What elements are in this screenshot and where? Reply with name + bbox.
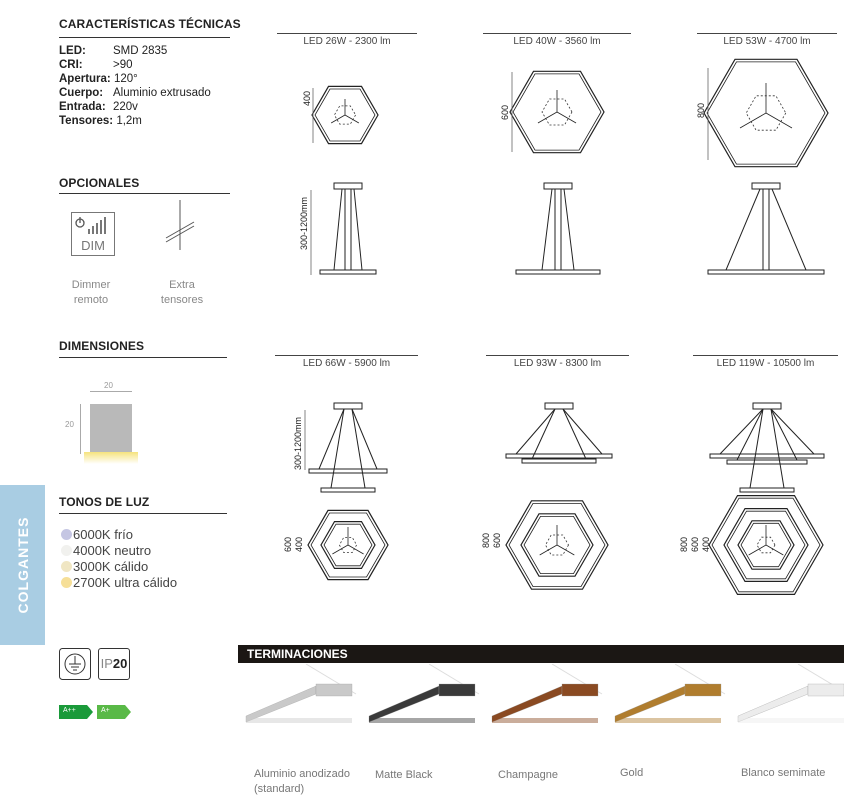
finish-label-line: Aluminio anodizado [254, 768, 351, 780]
spec-value: 120° [113, 73, 138, 85]
tone-label: 4000K neutro [73, 543, 152, 558]
model-66w-height: 300-1200mm [293, 416, 303, 470]
ground-symbol-icon [59, 648, 91, 680]
suspension-cable [557, 545, 574, 555]
spec-key: Entrada: [59, 101, 106, 113]
dim-icon-text: DIM [81, 238, 105, 253]
spec-value: 1,2m [116, 115, 142, 127]
tones-title: TONOS DE LUZ [59, 495, 150, 509]
suspension-cable [345, 115, 359, 123]
suspension-cable [749, 545, 766, 555]
spec-key: Cuerpo: [59, 87, 104, 99]
canopy [545, 403, 573, 409]
finish-label-black: Matte Black [375, 769, 433, 781]
model-119w-size-mid: 600 [690, 536, 700, 552]
finish-profile-diagonal [369, 686, 439, 722]
terminations-header [238, 645, 844, 663]
light-ring-profile [710, 454, 824, 458]
spec-value: SMD 2835 [113, 45, 168, 57]
category-side-tab-label: COLGANTES [14, 516, 31, 614]
canopy [334, 403, 362, 409]
finish-label-aluminio [254, 767, 350, 797]
model-93w-size-inner: 600 [492, 532, 502, 548]
model-66w-size-outer: 600 [283, 536, 293, 552]
spec-value: 220v [113, 101, 138, 113]
suspension-cable [740, 113, 766, 128]
finish-label-blanco: Blanco semimate [741, 767, 826, 779]
light-ring-profile [740, 488, 794, 492]
finish-samples [238, 664, 844, 764]
profile-width-label: 20 [104, 381, 113, 390]
dimensions-title: DIMENSIONES [59, 339, 145, 353]
finish-profile-shadow [738, 718, 844, 723]
suspension-cable [516, 409, 555, 454]
optional-label-line: tensores [160, 294, 204, 306]
suspension-cable [538, 112, 557, 123]
ip-prefix: IP [100, 656, 113, 671]
finish-profile-horizontal [808, 684, 844, 696]
model-119w-size-inner: 400 [701, 536, 711, 552]
model-label-40w: LED 40W - 3560 lm [513, 36, 601, 47]
light-ring-profile [522, 459, 596, 463]
suspension-cable [352, 409, 377, 469]
suspension-cable [540, 545, 557, 555]
suspension-cable [766, 113, 792, 128]
spec-key: Apertura: [59, 73, 111, 85]
suspension-cable [532, 409, 555, 459]
light-ring-profile [309, 469, 387, 473]
canopy [334, 183, 362, 189]
light-ring-profile [516, 270, 600, 274]
model-26w-size: 400 [302, 90, 312, 106]
finish-profile-diagonal [246, 686, 316, 722]
spec-value: >90 [113, 59, 133, 71]
model-53w-size: 800 [696, 102, 706, 118]
suspension-cable [331, 115, 345, 123]
suspension-cable [354, 189, 362, 270]
tone-label: 6000K frío [73, 527, 133, 542]
suspension-cable [563, 409, 586, 459]
model-label-93w: LED 93W - 8300 lm [513, 358, 602, 369]
tone-label: 2700K ultra cálido [73, 575, 178, 590]
optionals-title: OPCIONALES [59, 176, 140, 190]
spec-key: Tensores: [59, 115, 114, 127]
suspension-cable [542, 189, 552, 270]
suspension-cable [319, 409, 344, 469]
finish-label-gold: Gold [620, 767, 644, 779]
model-26w-height: 300-1200mm [299, 196, 309, 250]
finish-label-line: (standard) [254, 783, 305, 795]
model-label-66w: LED 66W - 5900 lm [302, 358, 391, 369]
spec-value: Aluminio extrusado [113, 87, 211, 99]
model-label-26w: LED 26W - 2300 lm [303, 36, 391, 47]
optional-label-line: remoto [73, 294, 109, 306]
finish-label-champagne: Champagne [498, 769, 558, 781]
suspension-cable [564, 189, 574, 270]
optional-label-line: Extra [169, 279, 195, 291]
canopy [753, 403, 781, 409]
energy-label-ap: A+ [101, 707, 110, 714]
spec-key: CRI: [59, 59, 83, 71]
profile-height-label: 20 [65, 420, 74, 429]
finish-profile-horizontal [316, 684, 352, 696]
suspension-cable [726, 189, 760, 270]
ip-rating-badge [98, 648, 130, 680]
finish-profile-horizontal [685, 684, 721, 696]
suspension-cable [563, 409, 602, 454]
finish-profile-diagonal [492, 686, 562, 722]
light-ring-profile [708, 270, 824, 274]
light-ring-profile [320, 270, 376, 274]
suspension-cable [334, 189, 342, 270]
suspension-cable [331, 409, 344, 488]
finish-profile-shadow [246, 718, 352, 723]
suspension-cable [557, 112, 576, 123]
canopy [544, 183, 572, 189]
finish-profile-shadow [369, 718, 475, 723]
energy-label-app: A++ [63, 707, 76, 714]
model-label-119w: LED 119W - 10500 lm [716, 358, 815, 369]
tone-label: 3000K cálido [73, 559, 149, 574]
suspension-cable [352, 409, 365, 488]
model-66w-size-inner: 400 [294, 536, 304, 552]
model-93w-size-outer: 800 [481, 532, 491, 548]
finish-profile-diagonal [738, 686, 808, 722]
ip-value: 20 [112, 656, 128, 671]
suspension-cable [766, 545, 783, 555]
finish-profile-shadow [492, 718, 598, 723]
light-ring-profile [321, 488, 375, 492]
model-label-53w: LED 53W - 4700 lm [723, 36, 811, 47]
optional-label-line: Dimmer [71, 279, 111, 291]
finish-profile-horizontal [439, 684, 475, 696]
finish-profile-horizontal [562, 684, 598, 696]
model-119w-size-outer: 800 [679, 536, 689, 552]
canopy [752, 183, 780, 189]
specs-title: CARACTERÍSTICAS TÉCNICAS [59, 17, 241, 31]
finish-profile-shadow [615, 718, 721, 723]
terminations-title: TERMINACIONES [247, 647, 348, 661]
light-ring-profile [506, 454, 612, 458]
model-40w-size: 600 [500, 104, 510, 120]
suspension-cable [772, 189, 806, 270]
light-ring-profile [727, 460, 807, 464]
spec-key: LED: [59, 45, 86, 57]
finish-profile-diagonal [615, 686, 685, 722]
